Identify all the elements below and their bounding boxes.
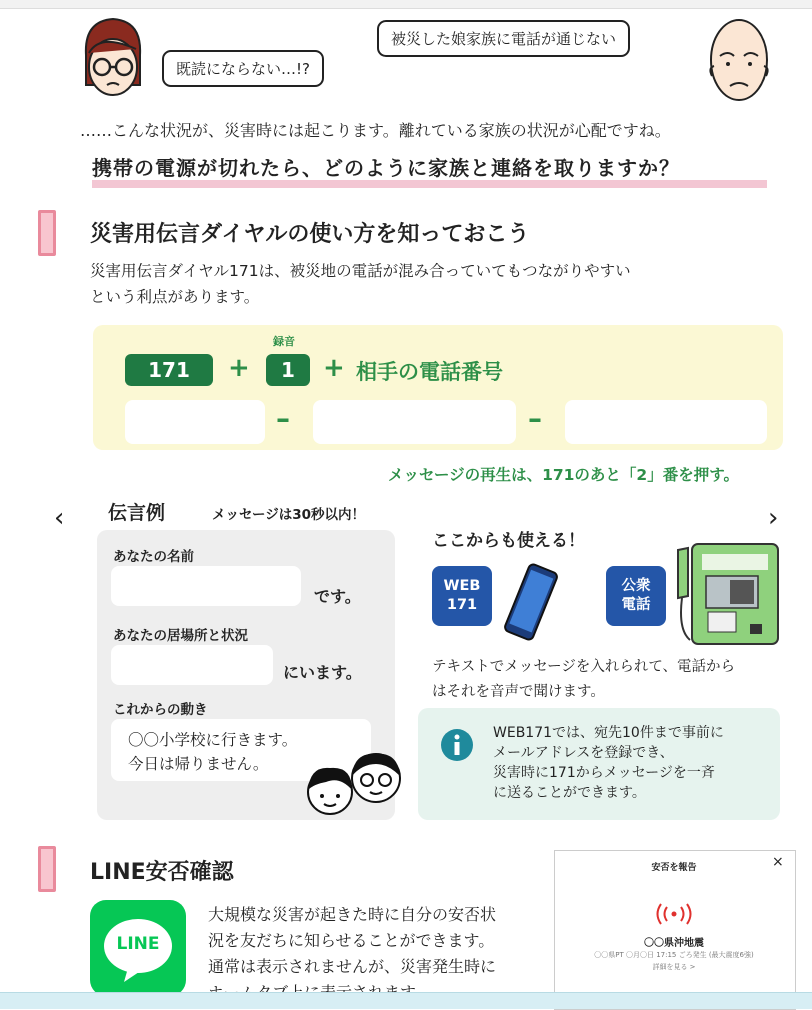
family-faces-illustration (300, 748, 408, 818)
carousel-next-arrow-icon[interactable]: › (768, 503, 779, 533)
dial-code-171: 171 (125, 354, 213, 386)
alert-signal-icon (652, 902, 696, 926)
safety-panel-event: 〇〇県沖地震 (644, 938, 704, 949)
public-phone-badge-line1: 公衆 (621, 578, 651, 594)
worried-woman-illustration (80, 15, 146, 105)
dial-description-line2: という利点があります。 (90, 288, 260, 306)
question-underline (92, 180, 767, 188)
dial-record-1: 1 (266, 354, 310, 386)
info-line2: メールアドレスを登録でき、 (493, 745, 674, 761)
line-desc-line2: 況を友だちに知らせることができます。 (208, 931, 495, 950)
section-title-line: LINE安否確認 (90, 860, 234, 885)
line-desc-line3: 通常は表示されませんが、災害発生時に (208, 957, 497, 976)
section-marker-line (38, 846, 56, 892)
phone-box-1 (125, 400, 265, 444)
public-phone-badge (606, 566, 666, 626)
smartphone-icon (500, 562, 562, 642)
line-app-logo (90, 900, 186, 996)
safety-panel-more-link[interactable]: 詳細を見る > (652, 963, 696, 971)
safety-panel-title: 安否を報告 (651, 863, 697, 873)
plus-sign-1: + (228, 353, 250, 383)
plus-sign-2: + (323, 353, 345, 383)
info-line3: 災害時に171からメッセージを一斉 (493, 765, 715, 781)
usable-desc-line2: はそれを音声で聞けます。 (432, 684, 605, 700)
place-suffix: にいます。 (283, 663, 362, 682)
info-line1: WEB171では、宛先10件まで事前に (493, 725, 724, 741)
name-field (111, 566, 301, 606)
example-time-limit: メッセージは30秒以内！ (212, 507, 365, 523)
name-suffix: です。 (314, 587, 361, 606)
place-field (111, 645, 273, 685)
phone-box-3 (565, 400, 767, 444)
info-line4: に送ることができます。 (493, 785, 646, 801)
usable-desc-line1: テキストでメッセージを入れられて、電話から (432, 659, 736, 675)
dash-1: – (276, 402, 290, 435)
carousel-prev-arrow-icon[interactable]: ‹ (54, 503, 65, 533)
public-phone-badge-line2: 電話 (621, 597, 651, 613)
place-label: あなたの居場所と状況 (113, 628, 248, 644)
section-title-dial: 災害用伝言ダイヤルの使い方を知っておこう (90, 222, 530, 247)
top-border (0, 0, 812, 9)
safety-panel-detail: 〇〇県PT 〇月〇日 17:15 ごろ発生 (最大震度6強) (594, 951, 754, 959)
web171-badge-line1: WEB (443, 578, 481, 594)
line-desc-line1: 大規模な災害が起きた時に自分の安否状 (208, 905, 497, 924)
usable-title: ここからも使える！ (432, 531, 585, 551)
speech-bubble-left: 既読にならない…!? (162, 50, 324, 87)
worried-elder-illustration (706, 12, 772, 106)
safety-report-panel (554, 850, 796, 1010)
phone-box-2 (313, 400, 516, 444)
safety-panel-close-icon[interactable]: × (772, 854, 784, 870)
bottom-toolbar (0, 992, 812, 1009)
info-icon (440, 728, 474, 762)
web171-badge-line2: 171 (446, 597, 478, 613)
line-logo-text: LINE (116, 934, 160, 954)
public-phone-icon (672, 540, 784, 648)
next-action-line1: 〇〇小学校に行きます。 (128, 731, 298, 749)
question-heading: 携帯の電源が切れたら、どのように家族と連絡を取りますか？ (92, 156, 680, 180)
record-label: 録音 (273, 335, 295, 348)
playback-note: メッセージの再生は、171のあと「2」番を押す。 (388, 466, 739, 484)
dash-2: – (528, 402, 542, 435)
example-title: 伝言例 (108, 502, 166, 524)
section-marker (38, 210, 56, 256)
web171-badge (432, 566, 492, 626)
dial-target-text: 相手の電話番号 (356, 360, 503, 384)
intro-text: ……こんな状況が、災害時には起こります。離れている家族の状況が心配ですね。 (80, 121, 671, 140)
next-action-label: これからの動き (113, 702, 208, 718)
speech-bubble-right: 被災した娘家族に電話が通じない (377, 20, 630, 57)
dial-description-line1: 災害用伝言ダイヤル171は、被災地の電話が混み合っていてもつながりやすい (90, 262, 631, 280)
next-action-line2: 今日は帰りません。 (128, 755, 269, 773)
name-label: あなたの名前 (113, 549, 194, 565)
